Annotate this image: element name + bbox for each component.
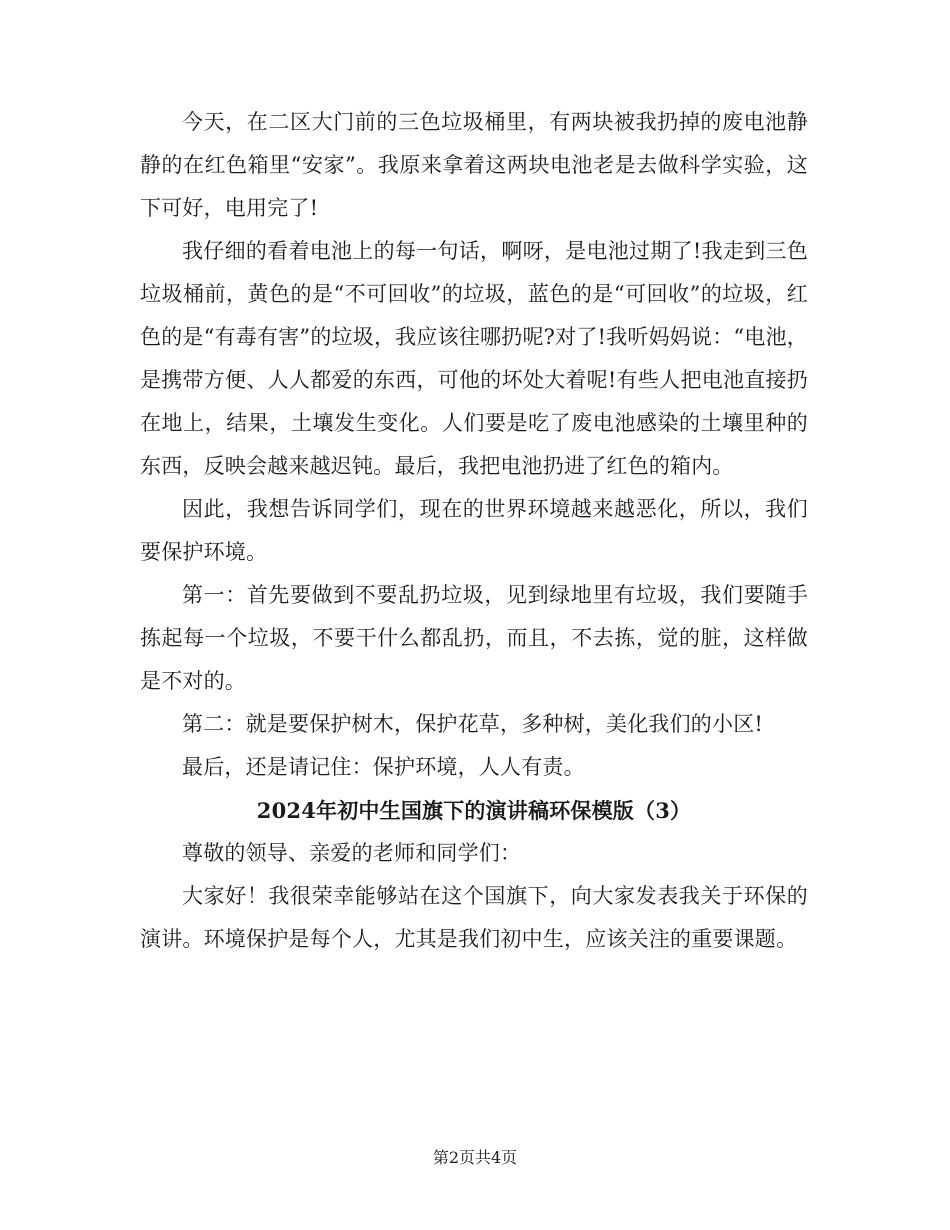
paragraph-protect-environment: 因此，我想告诉同学们，现在的世界环境越来越恶化，所以，我们要保护环境。 — [140, 497, 808, 564]
paragraph-second-point: 第二：就是要保护树木，保护花草，多种树，美化我们的小区! — [182, 712, 764, 736]
document-body — [140, 101, 808, 961]
paragraph-greeting: 尊敬的领导、亲爱的老师和同学们： — [182, 841, 522, 865]
section-heading: 2024年初中生国旗下的演讲稿环保模版（3） — [256, 798, 692, 823]
paragraph-battery-today: 今天，在二区大门前的三色垃圾桶里，有两块被我扔掉的废电池静静的在红色箱里“安家”。我原来拿着这两块电池老是去做科学实验，这下可好，电用完了! — [140, 110, 808, 220]
paragraph-first-point: 第一：首先要做到不要乱扔垃圾，见到绿地里有垃圾，我们要随手拣起每一个垃圾，不要干什么都乱扔，而且，不去拣，觉的脏，这样做是不对的。 — [140, 583, 808, 693]
paragraph-battery-expired: 我仔细的看着电池上的每一句话，啊呀，是电池过期了!我走到三色垃圾桶前，黄色的是“不可回收”的垃圾，蓝色的是“可回收”的垃圾，红色的是“有毒有害”的垃圾，我应该往哪扔呢?对了!我听妈妈说：“电池，是携带方便、人人都爱的东西，可他的坏处大着呢!有些人把电池直接扔在地上，结果，土壤发生变化。人们要是吃了废电池感染的土壤里种的东西，反映会越来越迟钝。最后，我把电池扔进了红色的箱内。 — [140, 239, 808, 478]
paragraph-speech-intro: 大家好！我很荣幸能够站在这个国旗下，向大家发表我关于环保的演讲。环境保护是每个人，尤其是我们初中生，应该关注的重要课题。 — [140, 884, 808, 951]
paragraph-finally: 最后，还是请记住：保护环境，人人有责。 — [182, 755, 585, 779]
page-number-footer: 第2页共4页 — [432, 1148, 518, 1167]
